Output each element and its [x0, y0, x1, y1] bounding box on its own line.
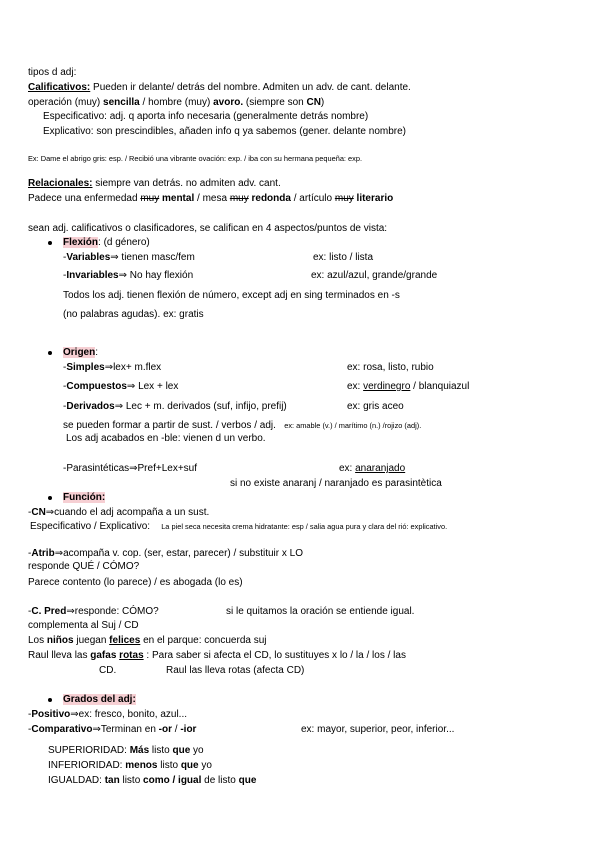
parasinteticas-line: -Parasintéticas⇒Pref+Lex+suf: [63, 463, 197, 474]
inferioridad-line: INFERIORIDAD: menos listo que yo: [48, 760, 212, 771]
raul-example-line: Raul las lleva rotas (afecta CD): [166, 665, 305, 676]
comparativo-line: -Comparativo⇒Terminan en -or / -ior: [28, 724, 197, 735]
example-line: Ex: Dame el abrigo gris: esp. / Recibió una vibrante ovación: exp. / iba con su hermana pequeña: exp.: [28, 154, 363, 163]
explicativo-line: Explicativo: son prescindibles, añaden info q ya sabemos (gener. delante nombre): [43, 126, 406, 137]
parasinteticas-example: ex: anaranjado: [339, 463, 406, 474]
simples-line: -Simples⇒lex+ m.flex: [63, 362, 162, 373]
bullet-icon: [48, 351, 52, 355]
cd-label: CD.: [99, 665, 117, 676]
compuestos-line: -Compuestos⇒ Lex + lex: [63, 381, 179, 392]
complementa-line: complementa al Suj / CD: [28, 620, 139, 631]
derivados-line: -Derivados⇒ Lec + m. derivados (suf, infijo, prefij): [63, 401, 287, 412]
types-heading: tipos d adj:: [28, 67, 77, 78]
especificativo-line: Especificativo: adj. q aporta info necesaria (generalmente detrás nombre): [43, 111, 369, 122]
se-pueden-line: se pueden formar a partir de sust. / verbos / adj. ex: amable (v.) / marítimo (n.) /rojizo (adj).: [63, 420, 422, 431]
bullet-icon: [48, 698, 52, 702]
derivados-example: ex: gris aceo: [347, 401, 404, 412]
parece-line: Parece contento (lo parece) / es abogada (lo es): [28, 577, 243, 588]
no-agudas-line: (no palabras agudas). ex: gratis: [63, 309, 204, 320]
cpred-line: -C. Pred⇒responde: CÓMO?: [28, 606, 159, 617]
operacion-line: operación (muy) sencilla / hombre (muy) avoro. (siempre son CN): [28, 97, 325, 108]
cpred-note: si le quitamos la oración se entiende igual.: [226, 606, 415, 617]
comparativo-example: ex: mayor, superior, peor, inferior...: [301, 724, 455, 735]
invariables-line: -Invariables⇒ No hay flexión: [63, 270, 194, 281]
calificativos-line: Calificativos: Pueden ir delante/ detrás del nombre. Admiten un adv. de cant. delante.: [28, 82, 411, 93]
bullet-icon: [48, 496, 52, 500]
ninos-line: Los niños juegan felices en el parque: concuerda suj: [28, 635, 267, 646]
superioridad-line: SUPERIORIDAD: Más listo que yo: [48, 745, 204, 756]
grados-heading: Grados del adj:: [63, 694, 136, 705]
ble-line: Los adj acabados en -ble: vienen d un verbo.: [66, 433, 266, 444]
todos-line: Todos los adj. tienen flexión de número, except adj en sing terminados en -s: [63, 290, 400, 301]
invariables-example: ex: azul/azul, grande/grande: [311, 270, 438, 281]
espexp-line: Especificativo / Explicativo: La piel seca necesita crema hidratante: esp / salia agua pura y clara del rió: explicativo.: [30, 521, 448, 532]
compuestos-example: ex: verdinegro / blanquiazul: [347, 381, 470, 392]
raul-line: Raul lleva las gafas rotas : Para saber si afecta el CD, lo sustituyes x lo / la / los / las: [28, 650, 406, 661]
flexion-heading: Flexión: (d género): [63, 237, 150, 248]
sean-line: sean adj. calificativos o clasificadores, se califican en 4 aspectos/puntos de vista:: [28, 223, 388, 234]
origen-heading: Origen:: [63, 347, 99, 358]
cn-line: -CN⇒cuando el adj acompaña a un sust.: [28, 507, 210, 518]
bullet-icon: [48, 241, 52, 245]
atrib-line: -Atrib⇒acompaña v. cop. (ser, estar, parecer) / substituir x LO: [28, 548, 303, 559]
simples-example: ex: rosa, listo, rubio: [347, 362, 434, 373]
igualdad-line: IGUALDAD: tan listo como / igual de listo que: [48, 775, 257, 786]
padece-line: Padece una enfermedad muy mental / mesa muy redonda / artículo muy literario: [28, 193, 394, 204]
positivo-line: -Positivo⇒ex: fresco, bonito, azul...: [28, 709, 188, 720]
variables-example: ex: listo / lista: [313, 252, 374, 263]
si-no-existe-line: si no existe anaranj / naranjado es parasintètica: [230, 478, 442, 489]
variables-line: -Variables⇒ tienen masc/fem: [63, 252, 195, 263]
funcion-heading: Función:: [63, 492, 106, 503]
responde-line: responde QUÉ / CÓMO?: [28, 561, 140, 572]
relacionales-line: Relacionales: siempre van detrás. no admiten adv. cant.: [28, 178, 281, 189]
